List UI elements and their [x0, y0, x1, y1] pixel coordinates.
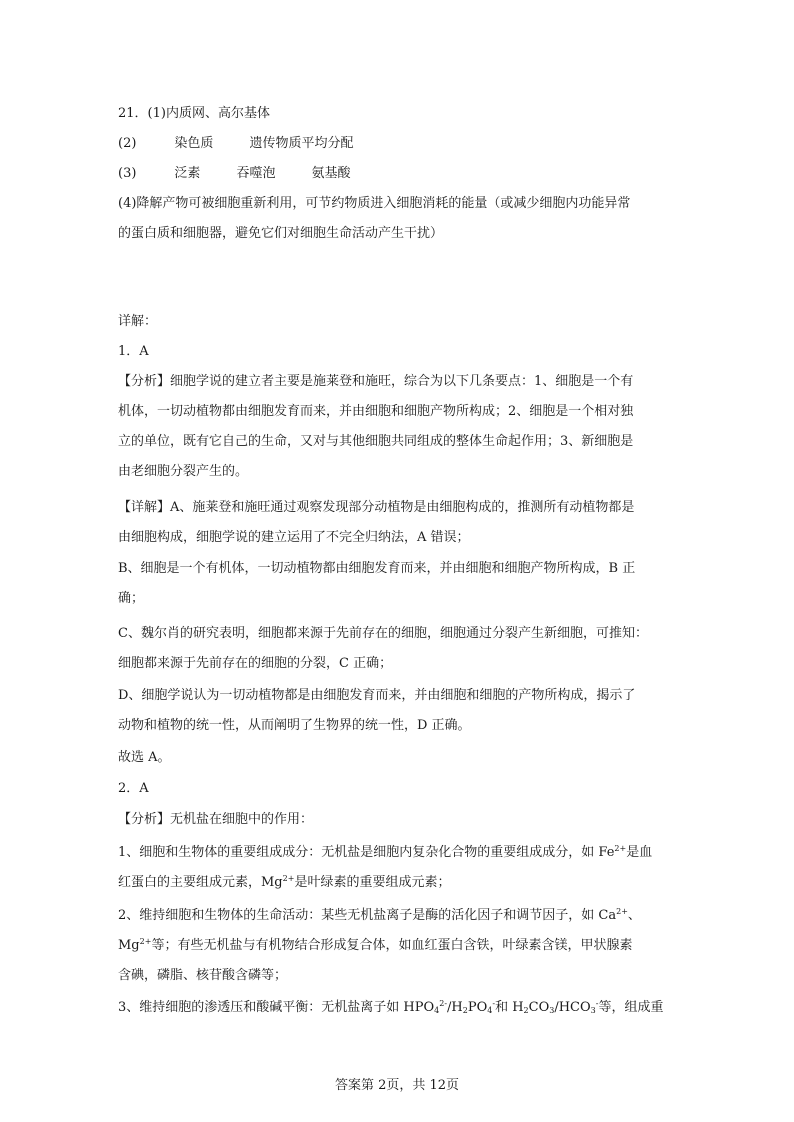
subscript: 2: [462, 1006, 468, 1015]
q21-part4-line1: (4)降解产物可被细胞重新利用，可节约物质进入细胞消耗的能量（或减少细胞内功能异常: [118, 196, 631, 211]
q1-analysis-line: 机体，一切动植物都由细胞发育而来，并由细胞和细胞产物所构成；2、细胞是一个相对独: [118, 404, 634, 419]
q1-title: 1．A: [118, 344, 149, 359]
q21-part3-answer-a: 泛素: [174, 166, 201, 181]
text-run: 等，组成重: [598, 1000, 664, 1015]
q2-title: 2．A: [118, 781, 149, 796]
text-run: CO: [528, 1000, 550, 1015]
q1-detail-line: 确；: [118, 591, 145, 606]
q21-part2-answer-b: 遗传物质平均分配: [249, 136, 354, 151]
q21-part2: [118, 136, 678, 152]
q1-analysis-line: 由老细胞分裂产生的。: [118, 464, 249, 479]
text-run: 3、维持细胞的渗透压和酸碱平衡：无机盐离子如 HPO: [118, 1000, 435, 1015]
q1-detail-line: 细胞都来源于先前存在的细胞的分裂，C 正确；: [118, 656, 393, 671]
text-run: 等；有些无机盐与有机物结合形成复合体，如血红蛋白含铁，叶绿素含镁，甲状腺素: [151, 938, 633, 953]
q2-point1-line2: [118, 875, 678, 891]
q21-part3-answer-c: 氨基酸: [311, 166, 351, 181]
superscript: 2+: [616, 907, 628, 916]
q1-detail-line: 由细胞构成，细胞学说的建立运用了不完全归纳法，A 错误；: [118, 530, 470, 545]
superscript: 2+: [614, 844, 627, 853]
superscript: 2-: [439, 999, 448, 1008]
q21-part1: 21．(1)内质网、高尔基体: [118, 106, 270, 121]
text-run: 2、维持细胞和生物体的生命活动：某些无机盐离子是酶的活化因子和调节因子，如 Ca: [118, 908, 617, 923]
text-run: 和 H: [495, 1000, 524, 1015]
subscript: 2: [523, 1006, 529, 1015]
superscript: 2+: [282, 874, 295, 883]
text-run: /H: [447, 1000, 463, 1015]
q1-analysis-line: 【分析】细胞学说的建立者主要是施莱登和施旺，综合为以下几条要点：1、细胞是一个有: [118, 374, 634, 389]
subscript: 3: [590, 1006, 596, 1015]
text-run: PO: [467, 1000, 488, 1015]
q1-detail-line: B、细胞是一个有机体，一切动植物都由细胞发育而来，并由细胞和细胞产物所构成，B 正: [118, 561, 636, 576]
q21-part3: [118, 166, 678, 182]
q21-part4-line2: 的蛋白质和细胞器，避免它们对细胞生命活动产生干扰）: [118, 226, 444, 241]
q2-point2-line3: 含碘，磷脂、核苷酸含磷等；: [118, 968, 288, 983]
explanation-heading: 详解：: [118, 314, 158, 329]
text-run: /HCO: [554, 1000, 591, 1015]
q2-point2-line1: [118, 908, 678, 924]
text-run: 1、细胞和生物体的重要组成成分：无机盐是细胞内复杂化合物的重要组成成分，如 Fe: [118, 845, 615, 860]
text-run: 、: [627, 908, 641, 923]
q1-detail-line: 【详解】A、施莱登和施旺通过观察发现部分动植物是由细胞构成的，推测所有动植物都是: [118, 500, 635, 515]
text-run: Mg: [118, 938, 140, 953]
text-run: 是叶绿素的重要组成元素；: [294, 875, 451, 890]
q21-part3-number: (3): [118, 166, 137, 181]
q2-point3-line1: [118, 1000, 678, 1016]
superscript: 2+: [139, 937, 152, 946]
subscript: 4: [487, 1006, 493, 1015]
subscript: 4: [434, 1006, 440, 1015]
q21-part2-answer-a: 染色质: [174, 136, 214, 151]
q2-point1-line1: [118, 845, 678, 861]
page-footer: 答案第 2页，共 12页: [334, 1078, 460, 1093]
text-run: 红蛋白的主要组成元素，Mg: [118, 875, 283, 890]
q1-detail-line: D、细胞学说认为一切动植物都是由细胞发育而来，并由细胞和细胞的产物所构成，揭示了: [118, 688, 636, 703]
q2-point2-line2: [118, 938, 678, 954]
q1-detail-line: C、魏尔肖的研究表明，细胞都来源于先前存在的细胞，细胞通过分裂产生新细胞，可推知：: [118, 626, 648, 641]
q21-part2-number: (2): [118, 136, 137, 151]
superscript: -: [492, 999, 496, 1008]
q21-part3-answer-b: 吞噬泡: [236, 166, 276, 181]
q1-analysis-line: 立的单位，既有它自己的生命，又对与其他细胞共同组成的整体生命起作用；3、新细胞是: [118, 434, 634, 449]
subscript: 3: [549, 1006, 555, 1015]
superscript: -: [595, 999, 599, 1008]
q2-analysis: 【分析】无机盐在细胞中的作用：: [118, 812, 314, 827]
text-run: 是血: [626, 845, 653, 860]
q1-conclusion: 故选 A。: [118, 750, 171, 765]
q1-detail-line: 动物和植物的统一性，从而阐明了生物界的统一性，D 正确。: [118, 718, 471, 733]
